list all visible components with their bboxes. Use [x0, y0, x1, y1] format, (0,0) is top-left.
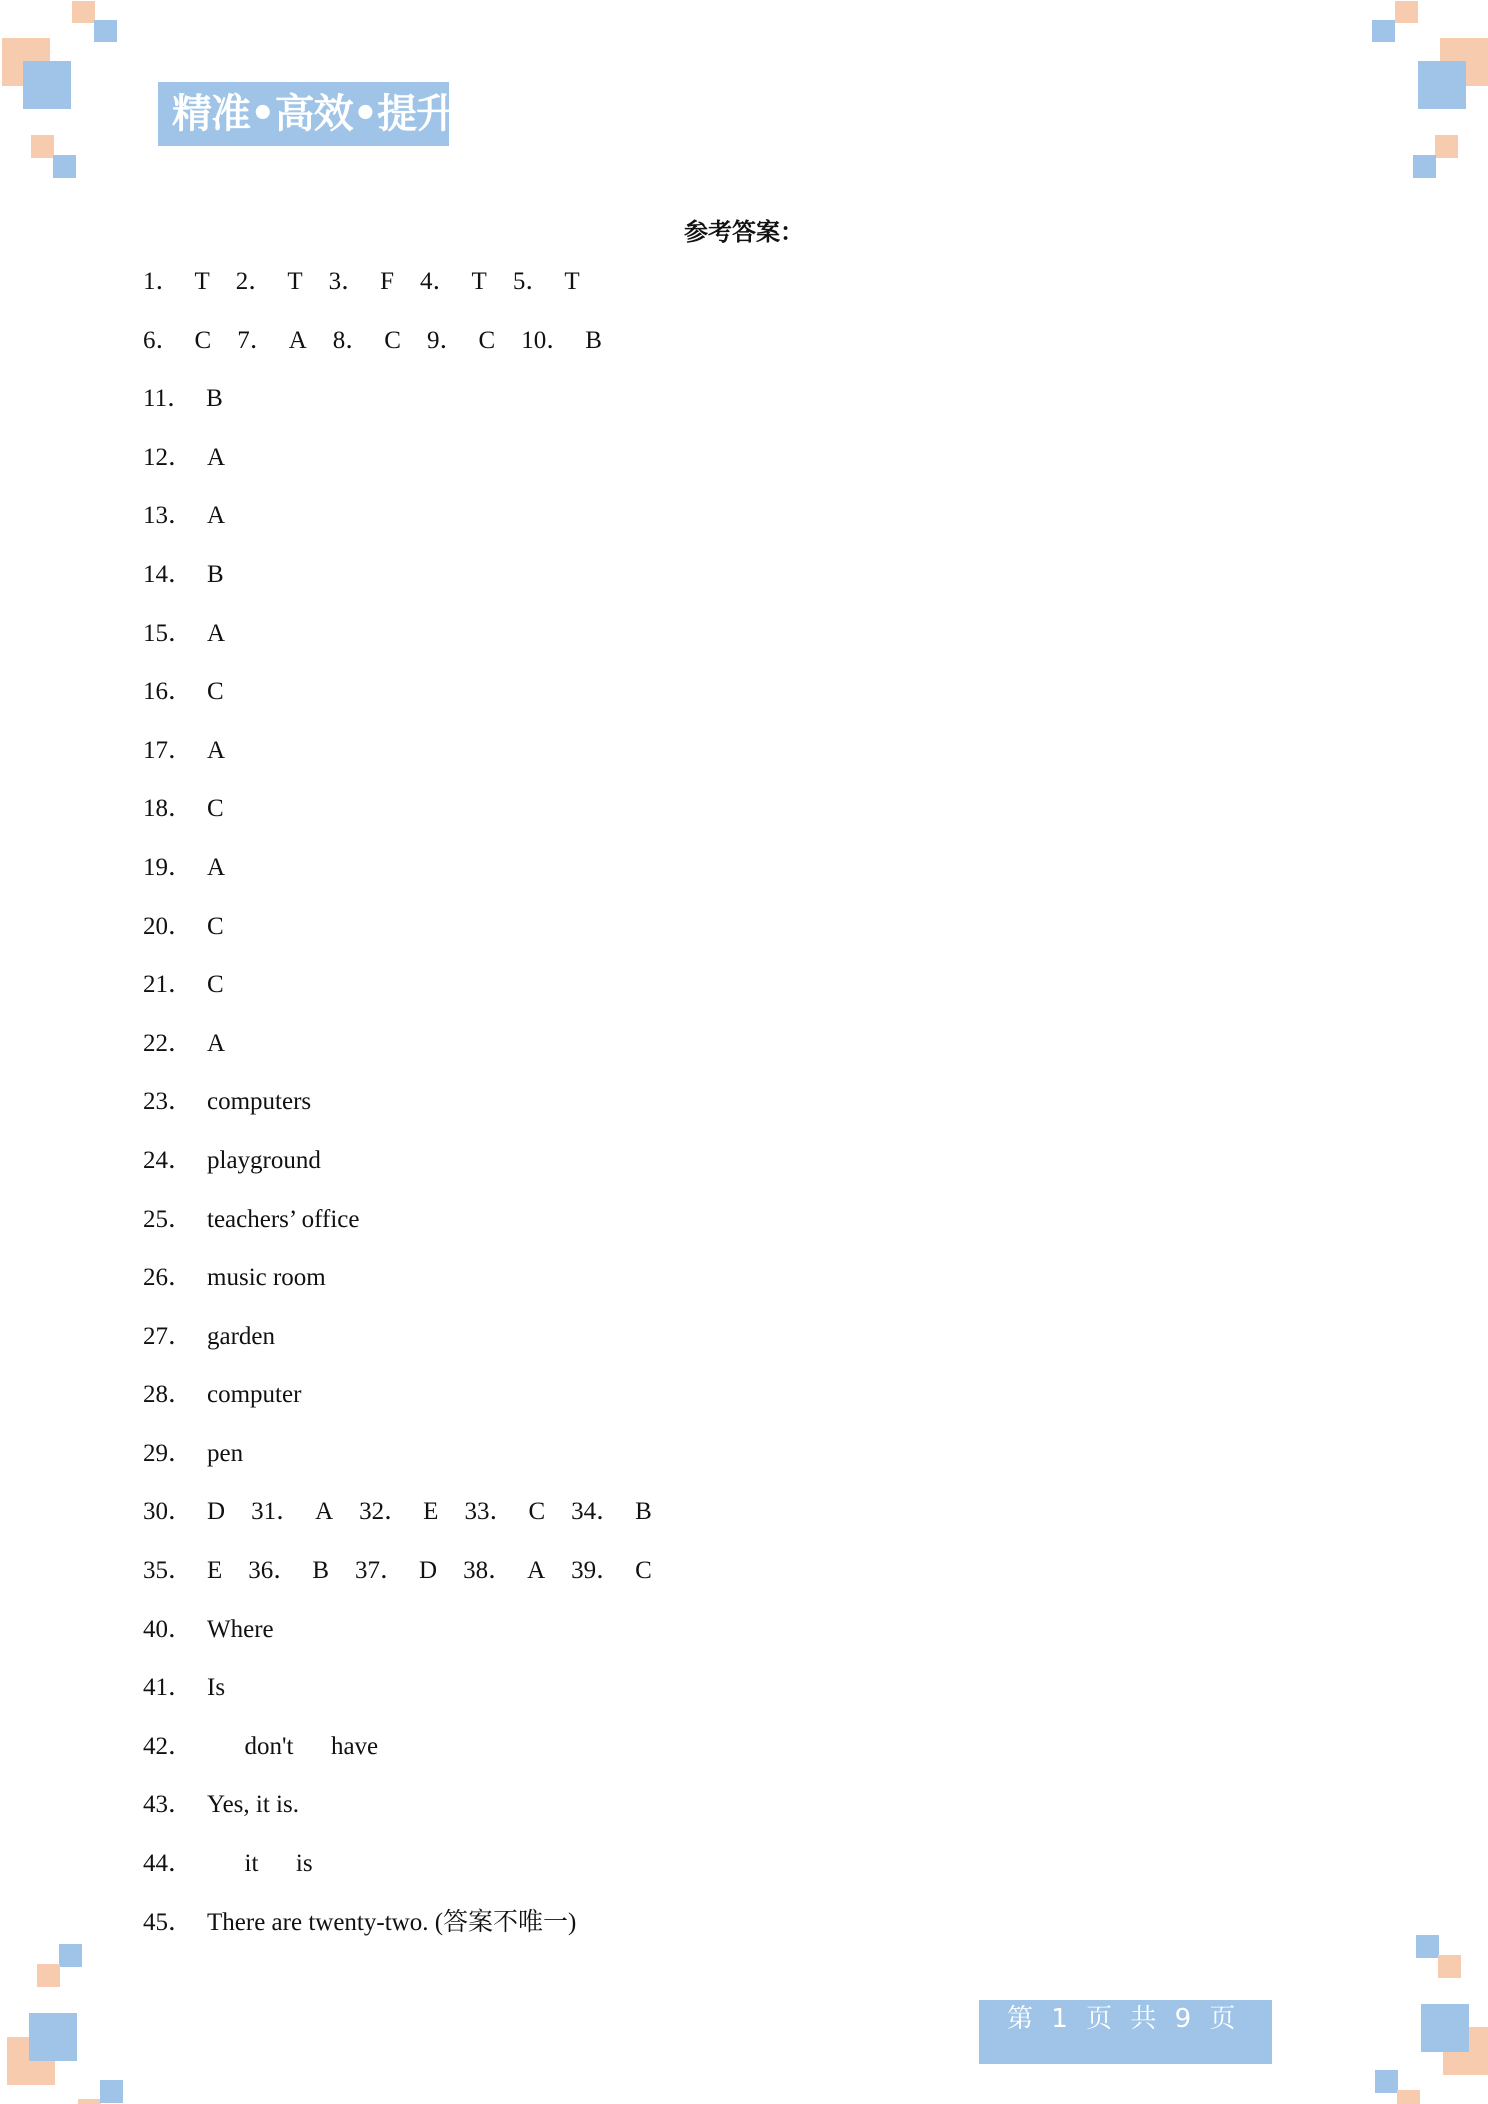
answer-item	[143, 555, 224, 595]
answer-item	[333, 321, 401, 361]
answer-text: A	[207, 443, 226, 471]
answer-text: garden	[207, 1322, 276, 1350]
answer-text: E	[423, 1498, 439, 1526]
question-number: 36．	[248, 1557, 299, 1585]
answer-text: computer	[207, 1381, 302, 1409]
answer-row	[143, 1903, 678, 1962]
question-number: 7．	[237, 326, 275, 354]
answer-row	[143, 1258, 678, 1317]
answer-text: A	[207, 619, 226, 647]
question-number: 27．	[143, 1322, 194, 1350]
answer-row	[143, 1317, 678, 1376]
answer-item	[143, 1727, 378, 1767]
question-number: 32．	[359, 1498, 410, 1526]
answer-item	[463, 1551, 545, 1591]
question-number: 38．	[463, 1557, 514, 1585]
answer-text: C	[207, 795, 224, 823]
answer-text: T	[471, 268, 487, 295]
answer-row	[143, 1785, 678, 1844]
question-number: 34．	[571, 1498, 622, 1526]
answer-item	[143, 1024, 225, 1064]
decor-square	[1438, 1955, 1461, 1978]
answer-text: A	[207, 853, 226, 881]
answer-item	[329, 262, 394, 302]
answer-item	[143, 1844, 313, 1884]
answer-row	[143, 1141, 678, 1200]
answer-row	[143, 672, 678, 731]
answer-row	[143, 438, 678, 497]
answer-item	[521, 321, 602, 361]
answer-row	[143, 614, 678, 673]
answer-item	[143, 496, 225, 536]
answer-item	[143, 614, 225, 654]
answer-row	[143, 1610, 678, 1669]
question-number: 9．	[426, 326, 465, 354]
question-number: 25．	[143, 1205, 194, 1233]
question-number: 12．	[143, 443, 194, 471]
answer-row	[143, 496, 678, 555]
answer-text: A	[315, 1498, 334, 1526]
answer-row	[143, 965, 678, 1024]
answer-item	[143, 848, 225, 888]
decor-square	[1413, 155, 1436, 178]
question-number: 13．	[143, 502, 194, 530]
answer-row	[143, 1024, 678, 1083]
answer-text: A	[288, 326, 307, 354]
answer-text: Where	[207, 1615, 274, 1643]
answer-row	[143, 1727, 678, 1786]
answer-item	[143, 965, 224, 1005]
answer-item	[251, 1492, 333, 1532]
answer-text: C	[478, 326, 496, 354]
question-number: 22．	[143, 1029, 194, 1057]
answer-item	[513, 262, 580, 302]
answer-item	[236, 262, 303, 302]
answer-text: B	[312, 1557, 329, 1585]
decor-square	[37, 1964, 60, 1987]
decor-square	[31, 135, 54, 158]
decor-square	[1397, 2090, 1420, 2104]
page-title	[0, 216, 1488, 248]
header-banner: 精准•高效•提升	[158, 82, 449, 146]
answer-row	[143, 555, 678, 614]
answer-text: A	[207, 736, 226, 764]
answer-item	[143, 1082, 311, 1122]
answer-text: playground	[207, 1146, 321, 1174]
answer-row	[143, 262, 678, 321]
answer-item	[143, 1785, 299, 1825]
question-number: 43．	[143, 1791, 194, 1819]
answer-text: D	[419, 1557, 438, 1585]
answer-item	[143, 1492, 225, 1532]
title-text: 参考答案：	[684, 218, 804, 246]
answer-row	[143, 1200, 678, 1259]
question-number: 39．	[571, 1557, 622, 1585]
answer-row	[143, 1492, 678, 1551]
answer-text: C	[194, 326, 212, 354]
answer-item	[143, 1434, 243, 1474]
answer-item	[143, 1258, 326, 1298]
answer-item	[143, 1200, 359, 1240]
answer-item	[143, 1610, 274, 1650]
question-number: 6．	[143, 326, 181, 354]
decor-square	[1418, 61, 1466, 109]
answer-row	[143, 1668, 678, 1727]
answer-row	[143, 731, 678, 790]
answer-item	[143, 1903, 576, 1943]
question-number: 41．	[143, 1674, 194, 1702]
answer-text: Yes, it is.	[207, 1791, 299, 1819]
answer-text: don't have	[207, 1732, 379, 1760]
answer-text: C	[207, 912, 224, 940]
answer-row	[143, 1082, 678, 1141]
question-number: 14．	[143, 560, 194, 588]
question-number: 21．	[143, 971, 194, 999]
answer-text: A	[527, 1557, 546, 1585]
answer-item	[143, 438, 225, 478]
decor-square	[100, 2080, 123, 2103]
question-number: 11．	[143, 385, 193, 413]
answer-item	[143, 1317, 275, 1357]
answer-item	[143, 672, 224, 712]
question-number: 33．	[464, 1498, 515, 1526]
decor-square	[53, 155, 76, 178]
question-number: 17．	[143, 736, 194, 764]
question-number: 23．	[143, 1088, 194, 1116]
question-number: 35．	[143, 1557, 194, 1585]
answer-text: computers	[207, 1088, 312, 1116]
answer-row	[143, 1844, 678, 1903]
answer-text: music room	[207, 1264, 326, 1292]
answer-item	[143, 1141, 321, 1181]
answer-item	[143, 1668, 225, 1708]
answer-item	[464, 1492, 545, 1532]
question-number: 16．	[143, 678, 194, 706]
answer-text: F	[380, 268, 395, 295]
decor-square	[1435, 135, 1458, 158]
question-number: 8．	[332, 326, 371, 354]
answer-text: T	[194, 268, 210, 295]
question-number: 44．	[143, 1850, 194, 1878]
answer-item	[427, 321, 495, 361]
answer-item	[420, 262, 487, 302]
answer-text: D	[207, 1498, 226, 1526]
question-number: 40．	[143, 1615, 194, 1643]
answer-row	[143, 789, 678, 848]
answer-item	[571, 1492, 652, 1532]
decor-square	[1416, 1935, 1439, 1958]
page-number-footer: 第 1 页 共 9 页	[979, 2000, 1272, 2064]
decor-square	[72, 1, 95, 23]
answer-row	[143, 1551, 678, 1610]
answer-text: C	[635, 1557, 652, 1585]
answer-text: C	[384, 326, 401, 354]
question-number: 29．	[143, 1439, 194, 1467]
answer-item	[359, 1492, 438, 1532]
answer-item	[143, 321, 211, 361]
answer-text: B	[635, 1498, 652, 1526]
answer-item	[143, 907, 224, 947]
answer-list	[143, 262, 678, 1961]
decor-square	[78, 2099, 101, 2104]
answer-row	[143, 1375, 678, 1434]
answer-text: T	[564, 268, 580, 295]
answer-row	[143, 321, 678, 380]
answer-text: teachers’ office	[207, 1205, 360, 1233]
answer-text: it is	[207, 1850, 313, 1878]
answer-item	[143, 789, 224, 829]
answer-item	[571, 1551, 652, 1591]
question-number: 15．	[143, 619, 194, 647]
answer-text: T	[287, 268, 303, 295]
question-number: 2．	[235, 268, 274, 295]
decor-square	[1372, 20, 1395, 42]
answer-text: E	[207, 1557, 223, 1585]
question-number: 20．	[143, 912, 194, 940]
answer-row	[143, 907, 678, 966]
answer-text: pen	[207, 1439, 244, 1467]
question-number: 37．	[355, 1557, 406, 1585]
question-number: 1．	[143, 268, 181, 295]
decor-square	[94, 20, 117, 42]
answer-text: B	[206, 385, 223, 413]
answer-text: B	[207, 560, 224, 588]
answer-item	[237, 321, 307, 361]
question-number: 3．	[328, 268, 367, 295]
decor-square	[1421, 2004, 1469, 2052]
answer-text: Is	[207, 1674, 226, 1702]
question-number: 28．	[143, 1381, 194, 1409]
question-number: 19．	[143, 853, 194, 881]
answer-item	[248, 1551, 329, 1591]
answer-item	[355, 1551, 437, 1591]
answer-text: B	[585, 326, 602, 354]
decor-square	[23, 61, 71, 109]
answer-item	[143, 731, 225, 771]
question-number: 45．	[143, 1908, 194, 1936]
answer-item	[143, 262, 210, 302]
answer-text: C	[207, 678, 224, 706]
answer-row	[143, 379, 678, 438]
question-number: 30．	[143, 1498, 194, 1526]
decor-square	[1395, 1, 1418, 23]
decor-square	[59, 1944, 82, 1967]
decor-square	[29, 2013, 77, 2061]
decor-square	[1375, 2070, 1398, 2093]
answer-text: A	[207, 1029, 226, 1057]
answer-item	[143, 1551, 222, 1591]
question-number: 5．	[512, 268, 551, 295]
question-number: 18．	[143, 795, 194, 823]
question-number: 10．	[521, 326, 572, 354]
answer-row	[143, 1434, 678, 1493]
answer-item	[143, 1375, 301, 1415]
question-number: 26．	[143, 1264, 194, 1292]
question-number: 4．	[420, 268, 458, 295]
question-number: 24．	[143, 1146, 194, 1174]
question-number: 31．	[251, 1498, 302, 1526]
answer-text: C	[528, 1498, 546, 1526]
answer-text: C	[207, 971, 224, 999]
answer-text: There are twenty-two. (答案不唯一)	[207, 1908, 577, 1936]
answer-row	[143, 848, 678, 907]
answer-item	[143, 379, 223, 419]
question-number: 42．	[143, 1732, 194, 1760]
answer-text: A	[207, 502, 226, 530]
